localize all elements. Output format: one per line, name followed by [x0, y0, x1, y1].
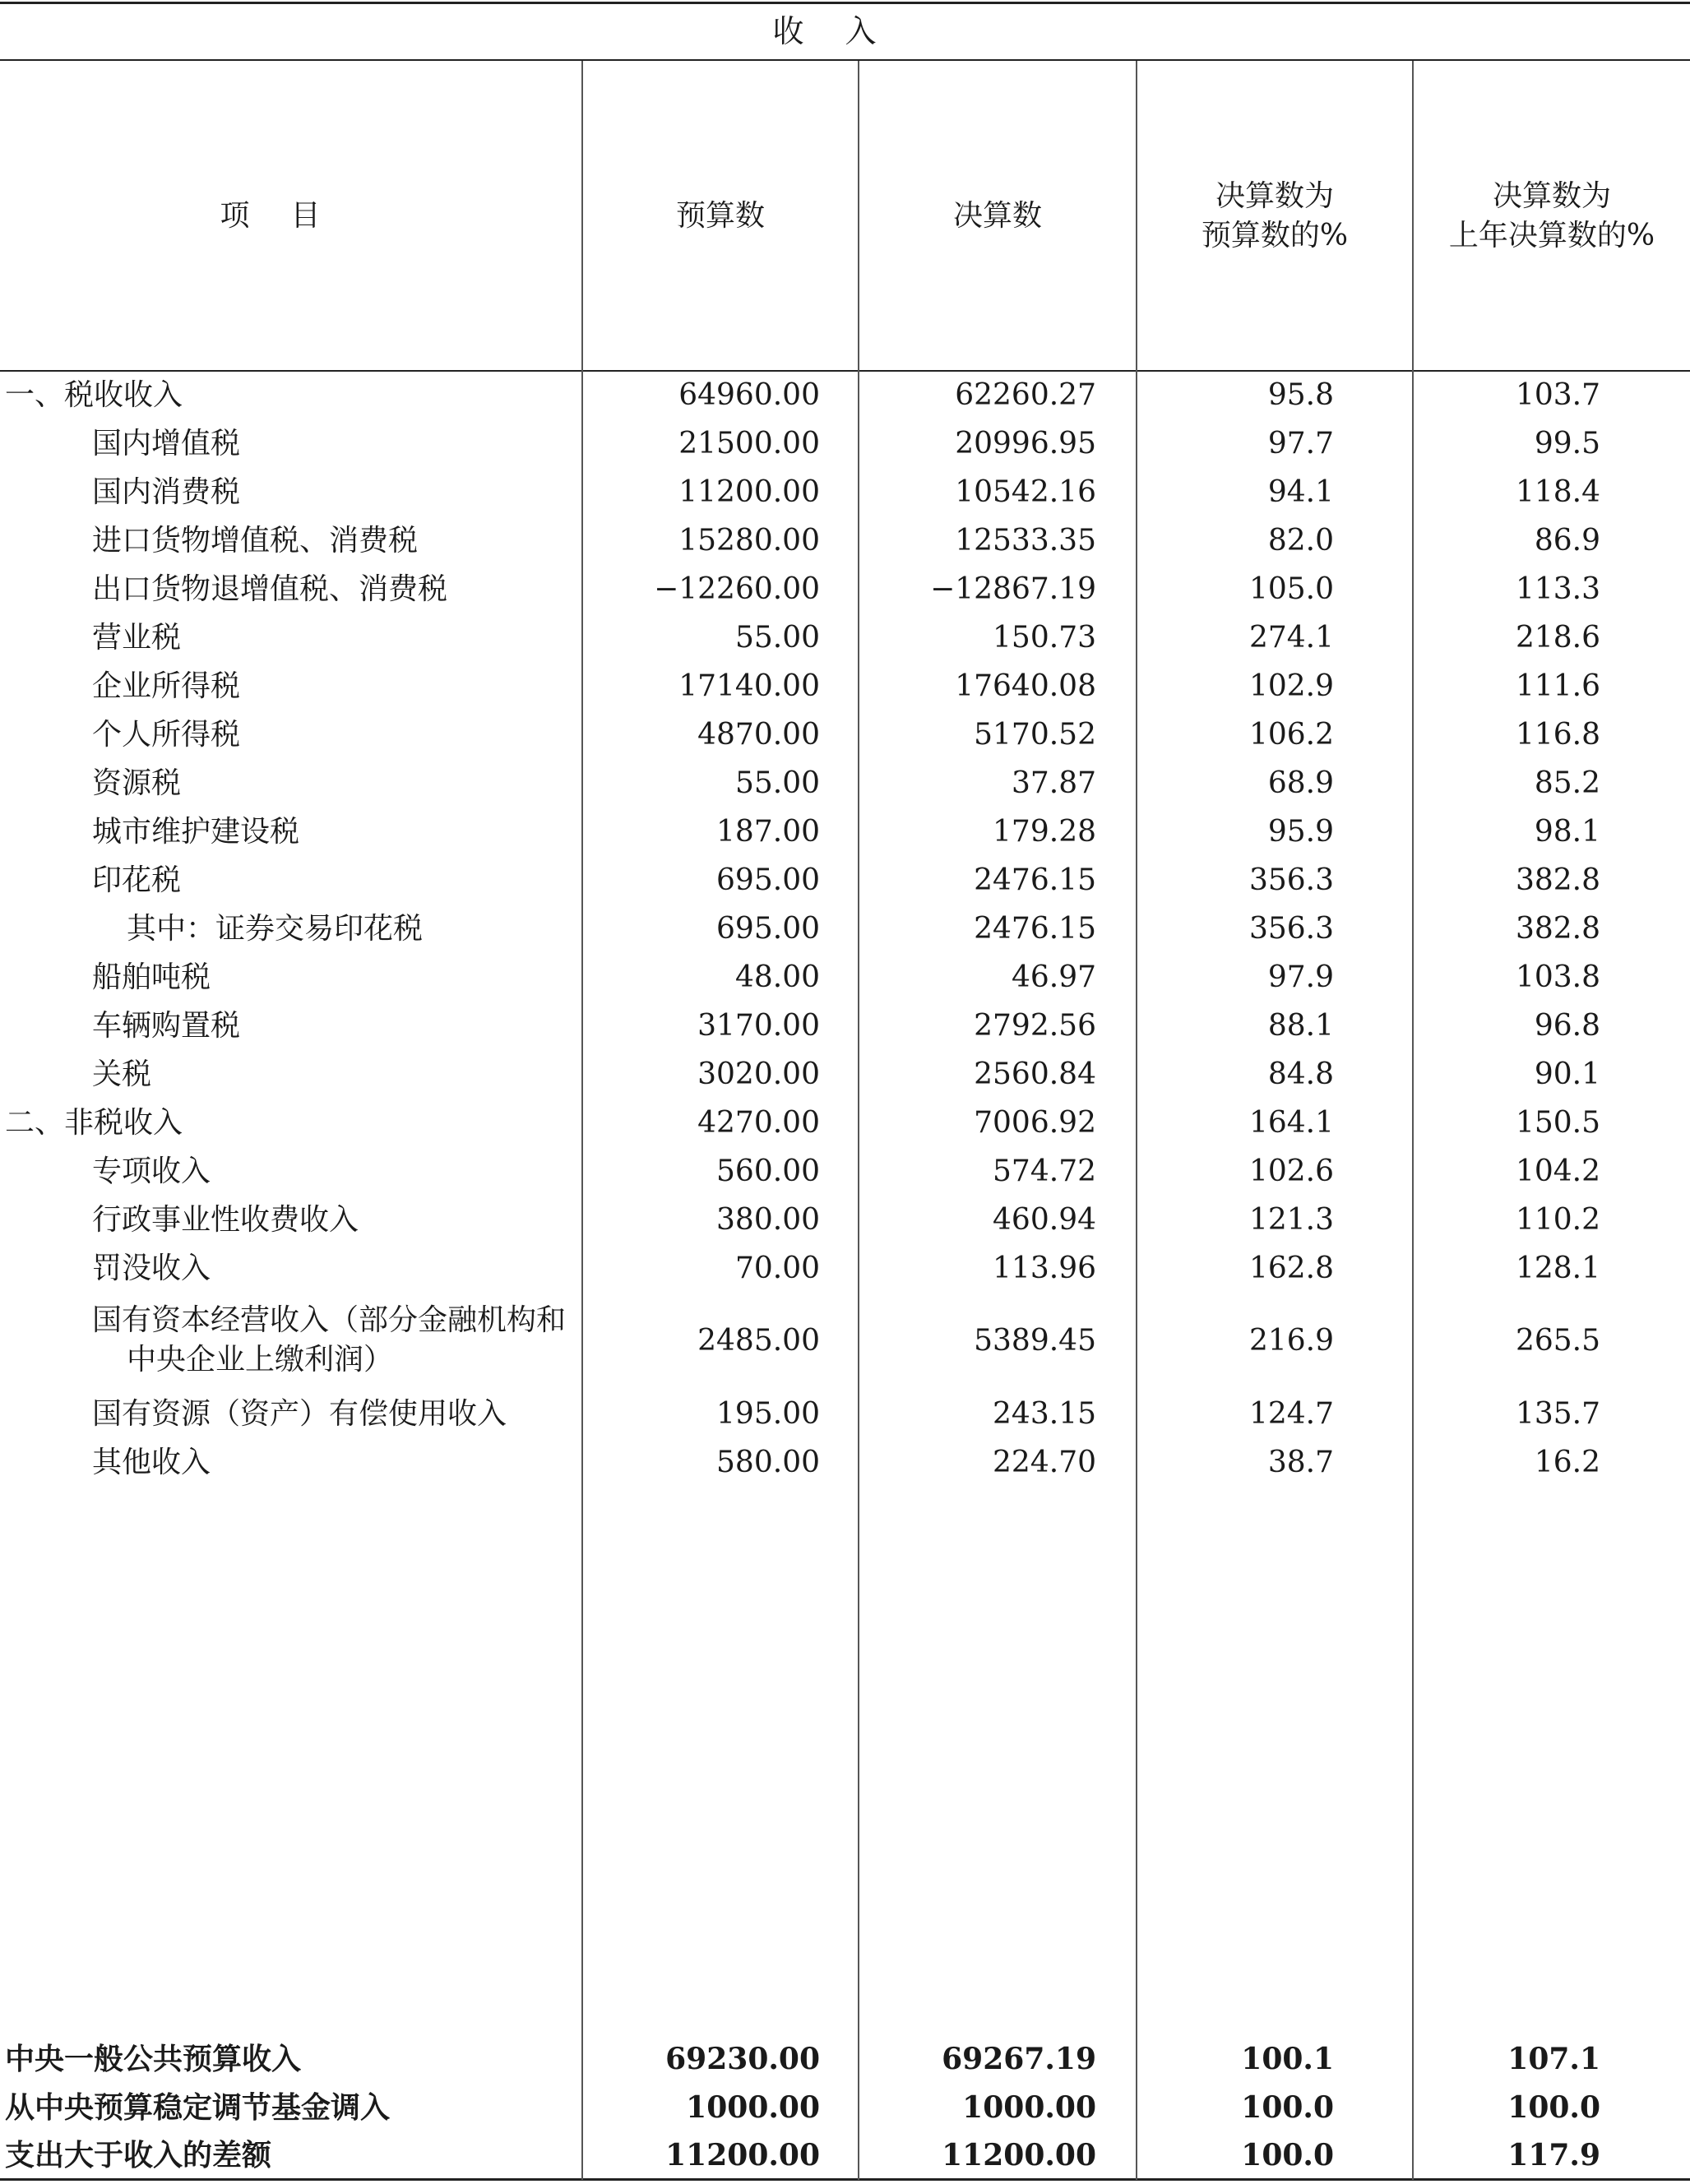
total-pct-budget: 100.1: [1241, 2042, 1334, 2076]
row-pct-budget: 84.8: [1267, 1057, 1334, 1091]
row-final: 574.72: [993, 1154, 1096, 1188]
row-budget: 21500.00: [678, 427, 820, 460]
table-row: [0, 1099, 1690, 1147]
row-label: 专项收入: [92, 1154, 211, 1188]
row-final: 5170.52: [974, 718, 1096, 752]
row-label: 船舶吨税: [92, 960, 211, 994]
table-row: [0, 1196, 1690, 1244]
row-pct-prev: 382.8: [1515, 912, 1600, 946]
row-final: 243.15: [993, 1397, 1096, 1431]
total-final: 69267.19: [942, 2042, 1096, 2076]
table-row: [0, 1147, 1690, 1196]
row-budget: 4870.00: [697, 718, 820, 752]
table-row: [0, 1293, 1690, 1390]
caption-divider: [0, 59, 1690, 61]
table-row: [0, 1244, 1690, 1293]
header-item: [0, 62, 581, 370]
row-pct-budget: 105.0: [1248, 572, 1334, 606]
header-pct-budget: [1137, 62, 1412, 370]
row-label: 其他收入: [92, 1446, 211, 1479]
row-pct-prev: 85.2: [1534, 766, 1600, 800]
row-final: 12533.35: [955, 524, 1096, 558]
row-final: 460.94: [993, 1203, 1096, 1237]
row-pct-prev: 113.3: [1515, 572, 1600, 606]
row-pct-prev: 104.2: [1515, 1154, 1600, 1188]
row-pct-budget: 97.9: [1267, 960, 1334, 994]
row-final: 150.73: [993, 621, 1096, 655]
table-row: [0, 1390, 1690, 1438]
row-budget: 3170.00: [697, 1009, 820, 1043]
row-pct-prev: 90.1: [1534, 1057, 1600, 1091]
row-budget: 187.00: [716, 815, 820, 849]
total-label: 中央一般公共预算收入: [5, 2042, 302, 2076]
header-pct-prev-line2: 上年决算数的%: [1448, 218, 1655, 252]
row-pct-budget: 38.7: [1267, 1446, 1334, 1479]
row-pct-budget: 274.1: [1248, 621, 1334, 655]
total-pct-prev: 100.0: [1507, 2090, 1600, 2125]
row-label: 行政事业性收费收入: [92, 1203, 359, 1237]
row-budget: 560.00: [716, 1154, 820, 1188]
row-budget: 695.00: [716, 863, 820, 897]
row-budget: 15280.00: [678, 524, 820, 558]
row-pct-prev: 382.8: [1515, 863, 1600, 897]
row-pct-budget: 162.8: [1248, 1252, 1334, 1285]
row-pct-prev: 86.9: [1534, 524, 1600, 558]
row-pct-budget: 68.9: [1267, 766, 1334, 800]
row-final: 2476.15: [974, 863, 1096, 897]
table-row: [0, 807, 1690, 856]
row-label: 二、非税收入: [5, 1106, 183, 1140]
row-pct-budget: 88.1: [1267, 1009, 1334, 1043]
total-label: 从中央预算稳定调节基金调入: [5, 2090, 391, 2125]
total-final: 11200.00: [942, 2138, 1096, 2172]
row-budget: 17140.00: [678, 669, 820, 703]
row-budget: 70.00: [734, 1252, 820, 1285]
row-label: 资源税: [92, 766, 182, 800]
row-pct-prev: 218.6: [1515, 621, 1600, 655]
row-pct-budget: 356.3: [1248, 863, 1334, 897]
total-budget: 1000.00: [686, 2090, 820, 2125]
row-budget: 4270.00: [697, 1106, 820, 1140]
row-final: 62260.27: [955, 378, 1096, 412]
table-row: [0, 710, 1690, 759]
row-pct-budget: 97.7: [1267, 427, 1334, 460]
row-budget: 3020.00: [697, 1057, 820, 1091]
row-budget: 55.00: [734, 621, 820, 655]
total-row: [0, 2084, 1690, 2132]
row-final: 224.70: [993, 1446, 1096, 1479]
row-budget: 55.00: [734, 766, 820, 800]
row-pct-budget: 95.9: [1267, 815, 1334, 849]
total-pct-budget: 100.0: [1241, 2138, 1334, 2172]
table-row: [0, 516, 1690, 565]
row-pct-budget: 82.0: [1267, 524, 1334, 558]
row-pct-prev: 135.7: [1515, 1397, 1600, 1431]
total-row: [0, 2131, 1690, 2180]
table-row: [0, 1002, 1690, 1050]
row-label: 印花税: [92, 863, 182, 897]
table-row: [0, 468, 1690, 516]
row-label: 国内消费税: [92, 475, 241, 509]
row-pct-prev: 265.5: [1515, 1324, 1600, 1358]
total-pct-prev: 107.1: [1507, 2042, 1600, 2076]
row-pct-budget: 102.9: [1248, 669, 1334, 703]
row-budget: −12260.00: [654, 572, 820, 606]
row-label: 企业所得税: [92, 669, 241, 703]
total-budget: 69230.00: [665, 2042, 820, 2076]
row-pct-budget: 356.3: [1248, 912, 1334, 946]
header-budget: [583, 62, 858, 370]
total-row: [0, 2035, 1690, 2084]
header-item-label: 项目: [220, 198, 362, 233]
row-final: 113.96: [993, 1252, 1096, 1285]
row-final: −12867.19: [930, 572, 1096, 606]
total-final: 1000.00: [962, 2090, 1096, 2125]
row-label-line1: 国有资本经营收入（部分金融机构和: [92, 1303, 567, 1337]
table-caption: 收入: [772, 13, 918, 49]
row-final: 179.28: [993, 815, 1096, 849]
row-label: 个人所得税: [92, 718, 241, 752]
row-label: 城市维护建设税: [92, 815, 300, 849]
total-label: 支出大于收入的差额: [5, 2138, 272, 2172]
row-pct-prev: 16.2: [1534, 1446, 1600, 1479]
row-budget: 380.00: [716, 1203, 820, 1237]
row-pct-prev: 99.5: [1534, 427, 1600, 460]
row-label: 国有资源（资产）有偿使用收入: [92, 1397, 507, 1431]
row-label: 进口货物增值税、消费税: [92, 524, 419, 558]
row-final: 37.87: [1011, 766, 1096, 800]
row-pct-prev: 111.6: [1515, 669, 1600, 703]
row-pct-prev: 110.2: [1515, 1203, 1600, 1237]
row-budget: 695.00: [716, 912, 820, 946]
row-pct-budget: 106.2: [1248, 718, 1334, 752]
row-pct-prev: 96.8: [1534, 1009, 1600, 1043]
table-row: [0, 662, 1690, 710]
row-final: 2560.84: [974, 1057, 1096, 1091]
table-row: [0, 856, 1690, 905]
row-label: 一、税收收入: [5, 378, 183, 412]
table-row: [0, 759, 1690, 807]
table-row: [0, 953, 1690, 1002]
row-final: 10542.16: [955, 475, 1096, 509]
row-final: 2476.15: [974, 912, 1096, 946]
header-pct-prev-line1: 决算数为: [1492, 178, 1611, 213]
total-pct-prev: 117.9: [1507, 2138, 1600, 2172]
header-pct-budget-line2: 预算数的%: [1201, 218, 1349, 252]
table-row: [0, 905, 1690, 953]
header-final: [859, 62, 1136, 370]
row-pct-budget: 95.8: [1267, 378, 1334, 412]
header-pct-budget-line1: 决算数为: [1215, 178, 1334, 213]
row-budget: 195.00: [716, 1397, 820, 1431]
row-label: 国内增值税: [92, 427, 241, 460]
header-pct-prev: [1414, 62, 1690, 370]
header-final-label: 决算数: [952, 198, 1042, 233]
table-row: [0, 371, 1690, 419]
table-row: [0, 1050, 1690, 1099]
row-label: 车辆购置税: [92, 1009, 241, 1043]
total-budget: 11200.00: [665, 2138, 820, 2172]
row-label: 关税: [92, 1057, 152, 1091]
row-label: 营业税: [92, 621, 182, 655]
row-final: 7006.92: [974, 1106, 1096, 1140]
row-budget: 580.00: [716, 1446, 820, 1479]
row-pct-budget: 164.1: [1248, 1106, 1334, 1140]
row-pct-prev: 98.1: [1534, 815, 1600, 849]
row-budget: 64960.00: [678, 378, 820, 412]
row-label: 出口货物退增值税、消费税: [92, 572, 448, 606]
row-pct-prev: 103.7: [1515, 378, 1600, 412]
row-final: 5389.45: [974, 1324, 1096, 1358]
row-pct-prev: 116.8: [1515, 718, 1600, 752]
row-pct-prev: 150.5: [1515, 1106, 1600, 1140]
table-row: [0, 565, 1690, 613]
row-pct-budget: 124.7: [1248, 1397, 1334, 1431]
row-pct-prev: 103.8: [1515, 960, 1600, 994]
header-budget-label: 预算数: [675, 198, 765, 233]
row-label: 罚没收入: [92, 1252, 211, 1285]
table-row: [0, 419, 1690, 468]
total-pct-budget: 100.0: [1241, 2090, 1334, 2125]
table-row: [0, 1438, 1690, 1487]
row-budget: 11200.00: [678, 475, 820, 509]
row-final: 46.97: [1011, 960, 1096, 994]
row-pct-prev: 128.1: [1515, 1252, 1600, 1285]
row-pct-budget: 94.1: [1267, 475, 1334, 509]
row-budget: 2485.00: [697, 1324, 820, 1358]
row-final: 17640.08: [955, 669, 1096, 703]
row-final: 2792.56: [974, 1009, 1096, 1043]
row-pct-budget: 102.6: [1248, 1154, 1334, 1188]
row-pct-prev: 118.4: [1515, 475, 1600, 509]
table-row: [0, 613, 1690, 662]
row-label-line2: 中央企业上缴利润）: [127, 1343, 394, 1377]
row-final: 20996.95: [955, 427, 1096, 460]
row-pct-budget: 121.3: [1248, 1203, 1334, 1237]
row-budget: 48.00: [734, 960, 820, 994]
row-pct-budget: 216.9: [1248, 1324, 1334, 1358]
row-label: 其中：证券交易印花税: [127, 912, 424, 946]
